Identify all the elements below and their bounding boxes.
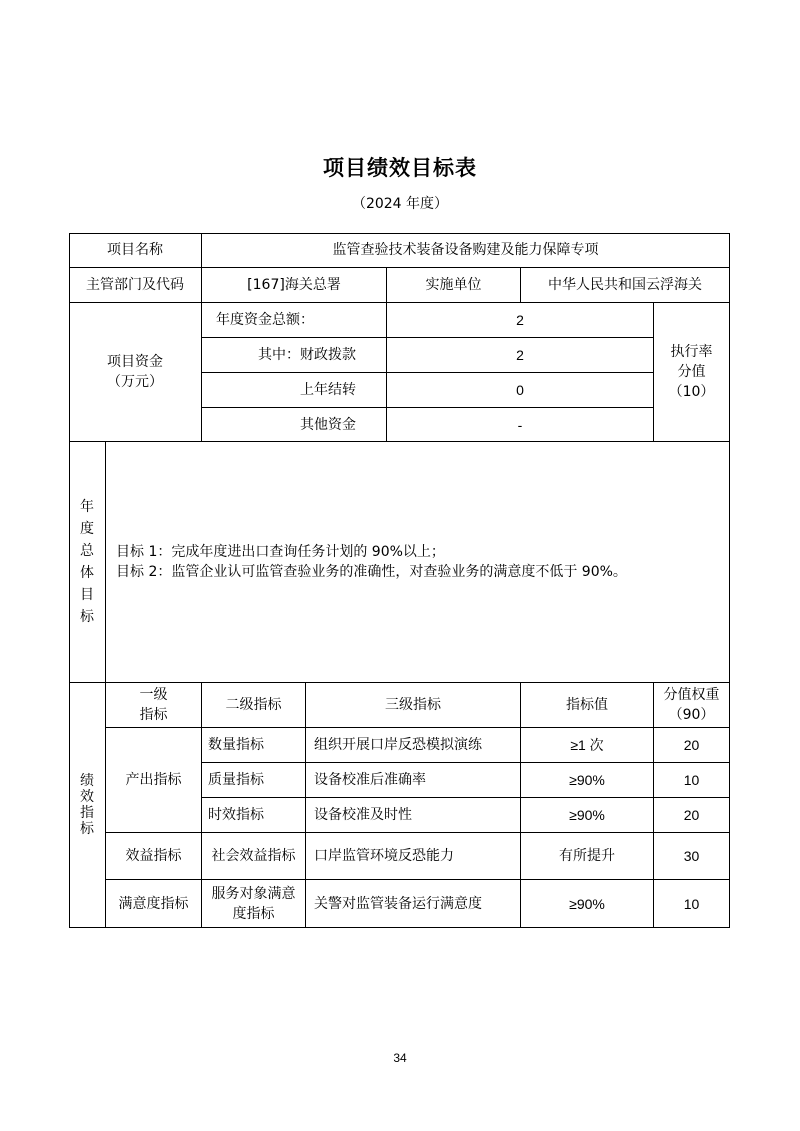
table-row-level3: 设备校准及时性 — [306, 798, 521, 833]
annual-goal-char: 年 — [80, 499, 94, 515]
annual-goal-char: 标 — [80, 609, 94, 625]
satisfaction-level3: 关警对监管装备运行满意度 — [306, 880, 521, 928]
header-level1 — [106, 683, 202, 728]
exec-rate-line3: （10） — [668, 384, 715, 400]
table-row-level2: 时效指标 — [202, 798, 306, 833]
annual-goal-content — [106, 442, 730, 683]
benefit-level3: 口岸监管环境反恐能力 — [306, 833, 521, 880]
annual-goal-char: 目 — [80, 587, 94, 603]
funds-label-line2: （万元） — [107, 374, 163, 390]
header-level1-line1: 一级 — [139, 687, 168, 703]
satisfaction-value: ≥90% — [521, 880, 654, 928]
table-row-value: ≥1 次 — [521, 728, 654, 763]
goal-line-1: 目标 1：完成年度进出口查询任务计划的 90%以上； — [116, 544, 445, 560]
table-row-level2: 质量指标 — [202, 763, 306, 798]
indicators-char: 指 — [80, 805, 94, 821]
header-value: 指标值 — [521, 683, 654, 728]
satisfaction-level2 — [202, 880, 306, 928]
funds-fiscal-label: 其中：财政拨款 — [202, 338, 387, 373]
table-row-weight: 20 — [654, 798, 730, 833]
header-level1-line2: 指标 — [139, 707, 168, 723]
funds-total-value: 2 — [387, 303, 654, 338]
benefit-weight: 30 — [654, 833, 730, 880]
header-weight — [654, 683, 730, 728]
funds-carryover-label: 上年结转 — [202, 373, 387, 408]
benefit-value: 有所提升 — [521, 833, 654, 880]
impl-unit-value: 中华人民共和国云浮海关 — [521, 268, 730, 303]
funds-total-label: 年度资金总额： — [202, 303, 387, 338]
satisfaction-weight: 10 — [654, 880, 730, 928]
page-number: 34 — [393, 1051, 407, 1065]
benefit-indicator-label: 效益指标 — [106, 833, 202, 880]
table-row-level3: 组织开展口岸反恐模拟演练 — [306, 728, 521, 763]
satisfaction-indicator-label: 满意度指标 — [106, 880, 202, 928]
page-subtitle: （2024 年度） — [351, 196, 449, 212]
project-name-label: 项目名称 — [69, 233, 202, 268]
table-row-weight: 20 — [654, 728, 730, 763]
impl-unit-label: 实施单位 — [387, 268, 521, 303]
indicators-char: 效 — [80, 789, 94, 805]
project-name-value: 监管查验技术装备设备购建及能力保障专项 — [202, 233, 730, 268]
table-row-level3: 设备校准后准确率 — [306, 763, 521, 798]
page-title: 项目绩效目标表 — [323, 156, 477, 180]
goal-line-2: 目标 2：监管企业认可监管查验业务的准确性，对查验业务的满意度不低于 90%。 — [116, 564, 627, 580]
annual-goal-char: 体 — [80, 565, 94, 581]
header-weight-line1: 分值权重 — [663, 687, 720, 703]
exec-rate-cell — [654, 303, 730, 442]
funds-label-line1: 项目资金 — [107, 354, 163, 370]
exec-rate-line2: 分值 — [677, 364, 706, 380]
satisfaction-level2-line2: 度指标 — [232, 905, 275, 922]
funds-fiscal-value: 2 — [387, 338, 654, 373]
exec-rate-line1: 执行率 — [670, 344, 713, 360]
benefit-level2: 社会效益指标 — [202, 833, 306, 880]
table-row-value: ≥90% — [521, 763, 654, 798]
performance-table — [69, 233, 730, 928]
output-indicator-label: 产出指标 — [106, 728, 202, 833]
funds-other-label: 其他资金 — [202, 408, 387, 442]
annual-goal-char: 度 — [80, 521, 94, 537]
annual-goal-char: 总 — [80, 543, 94, 559]
indicators-char: 绩 — [80, 773, 94, 789]
table-row-weight: 10 — [654, 763, 730, 798]
header-level2: 二级指标 — [202, 683, 306, 728]
indicators-char: 标 — [80, 821, 94, 837]
header-weight-line2: （90） — [668, 707, 715, 723]
dept-label: 主管部门及代码 — [69, 268, 202, 303]
funds-other-value: - — [387, 408, 654, 442]
annual-goal-label — [69, 442, 106, 683]
satisfaction-level2-line1: 服务对象满意 — [211, 885, 296, 902]
table-row-level2: 数量指标 — [202, 728, 306, 763]
dept-value: [167]海关总署 — [202, 268, 387, 303]
indicators-section-label — [69, 683, 106, 928]
table-row-value: ≥90% — [521, 798, 654, 833]
funds-carryover-value: 0 — [387, 373, 654, 408]
funds-label — [69, 303, 202, 442]
header-level3: 三级指标 — [306, 683, 521, 728]
